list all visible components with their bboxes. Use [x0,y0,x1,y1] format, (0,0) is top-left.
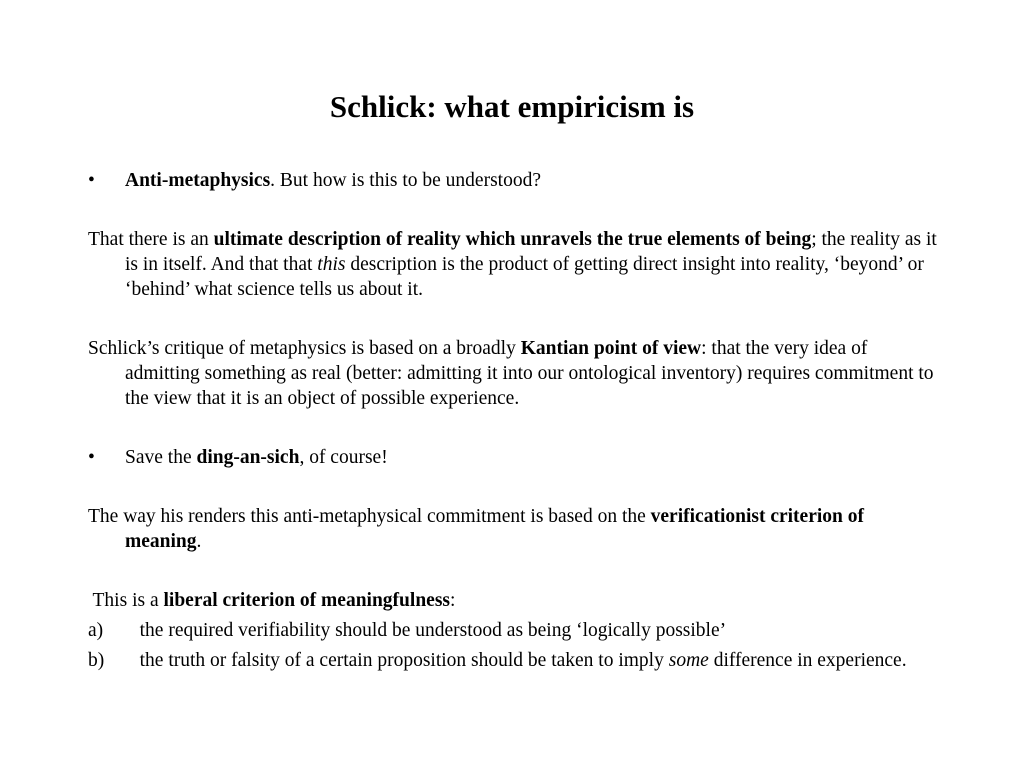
list-text: the required verifiability should be understood as being ‘logically possible’ [139,620,727,641]
para-bold-term: Kantian point of view [520,338,702,359]
paragraph-verificationist [88,504,938,554]
list-italic-term: some [668,650,709,671]
list-marker-b: b) [88,650,105,671]
bullet-text: Save the [125,447,197,468]
list-text: the truth or falsity of a certain proposition should be taken to imply [139,650,669,671]
para-text: ; the reality as it is in itself. And that that [125,229,937,275]
para-text: : that the very idea of admitting something as real (better: admitting it into our ontological inventory) requires commitment to the view that it is an object of possible experience. [125,338,934,409]
bullet-bold-term: ding-an-sich [196,447,300,468]
slide-title: Schlick: what empiricism is [329,89,695,124]
para-text: . [196,531,202,552]
list-item-b [88,648,938,673]
list-marker-a: a) [88,620,104,641]
para-text: That there is an [88,229,214,250]
paragraph-ultimate-description [88,227,938,302]
list-text-b [125,648,938,673]
para-bold-term: liberal criterion of meaningfulness [163,590,450,611]
bullet-marker: • [88,447,95,468]
para-bold-term: verificationist criterion of meaning [125,506,864,552]
bullet-ding-an-sich [88,445,938,470]
para-text: : [450,590,456,611]
bullet-anti-metaphysics [88,168,938,193]
paragraph-liberal-criterion [88,588,938,613]
list-item-a [88,618,938,643]
para-italic-term: this [317,254,346,275]
bullet-text: . But how is this to be understood? [270,170,541,191]
list-text-a [125,618,938,643]
para-bold-term: ultimate description of reality which unravels the true elements of being [213,229,812,250]
para-text: The way his renders this anti-metaphysical commitment is based on the [88,506,651,527]
para-text: Schlick’s critique of metaphysics is based on a broadly [88,338,521,359]
paragraph-kantian-critique [88,336,938,411]
bullet-text: , of course! [299,447,388,468]
list-text: difference in experience. [708,650,907,671]
para-text: description is the product of getting direct insight into reality, ‘beyond’ or ‘behind’ what science tells us about it. [125,254,924,300]
bullet-bold-term: Anti-metaphysics [125,170,271,191]
para-text: This is a [88,590,164,611]
bullet-marker: • [88,170,95,191]
slide-content [88,168,938,678]
